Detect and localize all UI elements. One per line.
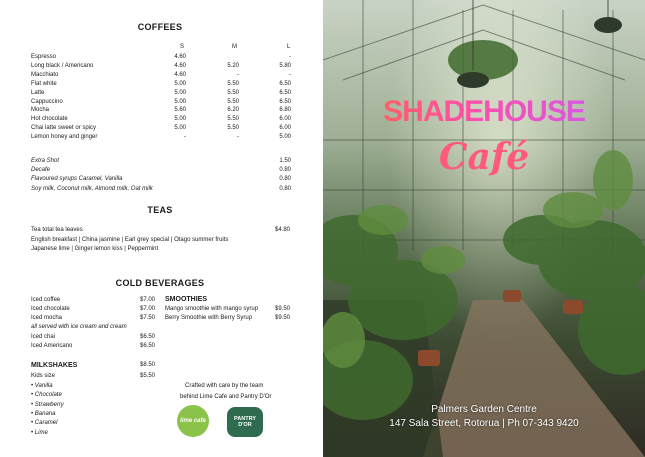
milkshakes-heading: MILKSHAKES [31,362,78,369]
cold-item: Iced mocha [31,315,63,321]
coffee-item-name: Long black / Americano [31,62,94,69]
teas-heading: TEAS [147,205,173,215]
smoothie-price: $9.50 [274,315,290,321]
milkshake-flavour [31,383,53,390]
coffee-price-s: 5.00 [174,80,186,87]
milkshake-flavour [31,392,62,399]
coffee-price-s: 5.00 [174,89,186,96]
coffee-item-name: Macchiato [31,71,59,78]
cold-item: Iced chocolate [31,306,70,312]
coffee-price-l: - [289,54,291,60]
tea-main: Tea total tea leaves [31,227,83,233]
bullet-icon: • [31,383,35,389]
coffee-price-l: 5.00 [279,134,291,141]
coffee-item-name: Lemon honey and ginger [31,134,98,141]
coffee-price-m: 5.50 [227,125,239,132]
cold-price: $7.50 [139,315,155,321]
cold-price: $6.50 [139,343,155,349]
cold-note: all served with ice cream and cream [31,324,127,330]
coffee-price-s: 4.60 [174,54,186,60]
coffee-price-m: 5.50 [227,98,239,105]
kids-size-price: $5.50 [139,373,155,379]
extra-item-name: Flavoured syrups Caramel, Vanilla [31,176,123,183]
coffee-price-s: 4.60 [174,71,186,78]
smoothie-price: $9.50 [274,306,290,312]
bullet-icon: • [31,401,35,408]
coffee-price-l: 6.50 [279,80,291,87]
cold-beverages-heading: COLD BEVERAGES [115,278,205,288]
location-name: Palmers Garden Centre [431,404,537,415]
smoothies-heading: SMOOTHIES [165,296,208,303]
cold-item: Iced Americano [31,343,73,349]
coffee-price-l: 6.80 [279,107,291,114]
cold-price: $7.00 [139,297,155,303]
extra-item-price: 0.80 [279,167,291,174]
milkshake-flavour-label: Strawberry [34,401,64,408]
extra-item-price: 1.50 [279,158,291,164]
coffee-price-s: 5.00 [174,116,186,123]
milkshake-flavour [31,430,48,437]
coffee-price-l: 6.00 [279,125,291,132]
kids-size-label: Kids size [31,373,56,379]
coffee-item-name: Latte [31,89,45,96]
bullet-icon: • [31,392,35,399]
cover-panel [323,0,645,457]
coffee-price-m: - [237,71,239,78]
pantry-dor-logo-text: PANTRY D'OR [234,416,256,428]
milkshake-flavour [31,402,64,409]
size-l-header: L [287,44,291,50]
coffee-price-s: 5.60 [174,107,186,114]
milkshake-price: $8.50 [139,362,155,368]
smoothie-item: Berry Smoothie with Berry Syrup [165,315,253,321]
coffee-price-m: 5.20 [227,62,239,69]
extra-item-name: Decafe [31,167,51,174]
coffee-item-name: Mocha [31,107,50,114]
credit-line-2: behind Lime Cafe and Pantry D'Or [180,394,272,400]
coffee-price-l: 5.80 [279,62,291,69]
bullet-icon: • [31,420,35,427]
milkshake-flavour-label: Caramel [34,420,58,427]
milkshake-flavour-label: Vanilla [34,383,53,389]
coffee-price-s: 5.00 [174,98,186,105]
bullet-icon: • [31,429,35,436]
coffee-price-m: 5.50 [227,80,239,87]
coffee-price-l: 6.50 [279,89,291,96]
coffee-price-s: - [184,134,186,141]
pantry-dor-logo [227,407,263,437]
smoothie-item: Mango smoothie with mango syrup [165,306,259,312]
cold-item: Iced coffee [31,297,61,303]
coffee-price-m: 6.20 [227,107,239,114]
coffee-price-s: 5.00 [174,125,186,132]
cafe-subtitle: Café [438,136,530,178]
address-phone: 147 Sala Street, Rotorua | Ph 07-343 9420 [389,418,579,429]
lime-cafe-logo-text: lime cafe [180,418,206,424]
credit-line-1: Crafted with care by the team [185,383,264,389]
cold-item: Iced chai [31,334,56,340]
coffees-heading: COFFEES [137,22,183,32]
coffee-item-name: Hot chocolate [31,116,68,123]
coffee-item-name: Espresso [31,54,57,60]
coffee-price-m: 5.50 [227,116,239,123]
milkshake-flavour-label: Banana [34,410,56,417]
coffee-price-l: 6.50 [279,98,291,105]
bullet-icon: • [31,410,35,417]
milkshake-flavour-label: Chocolate [34,392,62,399]
size-m-header: M [232,44,237,50]
extra-item-price: 0.80 [279,176,291,183]
coffee-price-m: 5.50 [227,89,239,96]
greenhouse-illustration [323,0,645,457]
tea-varieties-2: Japanese lime | Ginger lemon kiss | Peppermint [31,246,159,252]
extra-item-price: 0.80 [279,185,291,192]
coffee-price-l: 6.00 [279,116,291,123]
extra-item-name: Extra Shot [31,158,60,164]
cafe-title: SHADEHOUSE [323,95,645,129]
coffee-item-name: Cappuccino [31,98,63,105]
size-s-header: S [180,44,185,50]
cold-price: $7.00 [139,306,155,312]
coffee-item-name: Chai latte sweet or spicy [31,125,97,132]
extra-item-name: Soy milk, Coconut milk, Almond milk, Oat milk [31,185,153,192]
coffee-item-name: Flat white [31,80,57,87]
milkshake-flavour-label: Lime [34,429,48,436]
coffee-price-m: - [237,134,239,141]
cold-price: $6.50 [139,334,155,340]
tea-price: $4.80 [274,227,290,233]
milkshake-flavour [31,411,55,418]
lime-cafe-logo [177,405,209,437]
coffee-price-l: - [289,71,291,78]
tea-varieties-1: English breakfast | China jasmine | Earl grey special | Otago summer fruits [31,237,229,243]
coffee-price-s: 4.60 [174,62,186,69]
milkshake-flavour [31,420,57,427]
